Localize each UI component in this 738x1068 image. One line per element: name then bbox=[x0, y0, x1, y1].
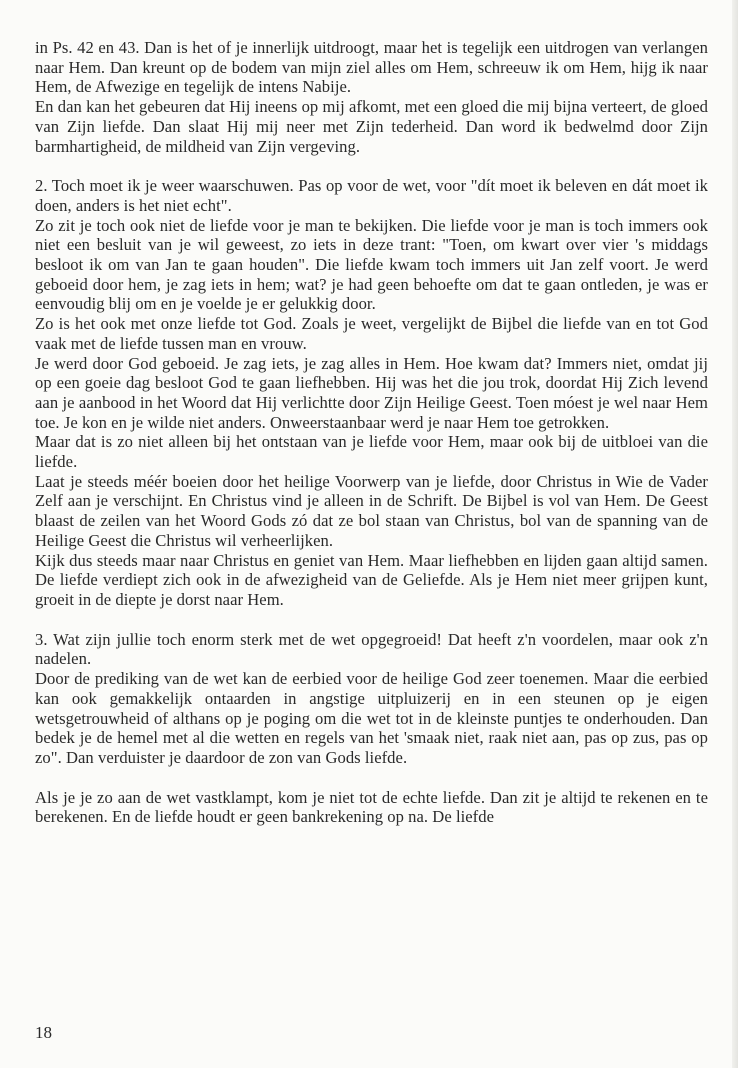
page-number: 18 bbox=[35, 1023, 52, 1042]
body-text bbox=[35, 38, 708, 827]
paragraph-gloed: En dan kan het gebeuren dat Hij ineens op mij afkomt, met een gloed die mij bijna verteert, de gloed van Zijn liefde. Dan slaat Hij mij neer met Zijn tederheid. Dan word ik bedwelmd door Zijn barmhartigheid, de mildheid van Zijn vergeving. bbox=[35, 97, 708, 156]
paragraph-liefde-god: Zo is het ook met onze liefde tot God. Zoals je weet, vergelijkt de Bijbel die liefde van en tot God vaak met de liefde tussen man en vrouw. bbox=[35, 314, 708, 353]
paragraph-section-3: 3. Wat zijn jullie toch enorm sterk met de wet opgegroeid! Dat heeft z'n voordelen, maar ook z'n nadelen. bbox=[35, 629, 708, 669]
paragraph-uitbloei: Maar dat is zo niet alleen bij het ontstaan van je liefde voor Hem, maar ook bij de uitbloei van die liefde. bbox=[35, 432, 708, 472]
paragraph-liefde-man: Zo zit je toch ook niet de liefde voor je man te bekijken. Die liefde voor je man is toch immers ook niet een besluit van je wil geweest, zo iets in deze trant: "Toen, om kwart over vier 's middags besloot ik om van Jan te gaan houden". Die liefde kwam toch immers uit Jan zelf voort. Je werd geboeid door hem, je zag iets in hem; wat? je had geen behoefte om dat te gaan ontleden, je was er eenvoudig blij om en je voelde je er gelukkig door. bbox=[35, 215, 708, 314]
paragraph-boeien: Laat je steeds méér boeien door het heilige Voorwerp van je liefde, door Christus in Wie de Vader Zelf aan je verschijnt. En Christus vind je alleen in de Schrift. De Bijbel is vol van Hem. De Geest blaast de zeilen van het Woord Gods zó dat ze bol staan van Christus, bol van de spanning van de Heilige Geest die Christus wil verheerlijken. bbox=[35, 471, 708, 550]
paragraph-kijk: Kijk dus steeds maar naar Christus en geniet van Hem. Maar liefhebben en lijden gaan altijd samen. De liefde verdiept zich ook in de afwezigheid van de Geliefde. Als je Hem niet meer grijpen kunt, groeit in de diepte je dorst naar Hem. bbox=[35, 550, 708, 609]
paragraph-intro: in Ps. 42 en 43. Dan is het of je innerlijk uitdroogt, maar het is tegelijk een uitdrogen van verlangen naar Hem. Dan kreunt op de bodem van mijn ziel alles om Hem, schreeuw ik om Hem, hijg ik naar Hem, de Afwezige en tegelijk de intens Nabije. bbox=[35, 38, 708, 97]
paragraph-vastklampt: Als je je zo aan de wet vastklampt, kom je niet tot de echte liefde. Dan zit je altijd te rekenen en te berekenen. En de liefde houdt er geen bankrekening op na. De liefde bbox=[35, 787, 708, 827]
page-edge-shadow bbox=[732, 0, 738, 1068]
paragraph-prediking: Door de prediking van de wet kan de eerbied voor de heilige God zeer toenemen. Maar die eerbied kan ook gemakkelijk ontaarden in angstige uitpluizerij en in een steunen op je eigen wetsgetrouwheid of althans op je poging om die wet tot in de kleinste puntjes te onderhouden. Dan bedek je de hemel met al die wetten en regels van het 'smaak niet, raak niet aan, pas op zus, pas op zo". Dan verduister je daardoor de zon van Gods liefde. bbox=[35, 669, 708, 767]
paragraph-section-2: 2. Toch moet ik je weer waarschuwen. Pas op voor de wet, voor "dít moet ik beleven en dát moet ik doen, anders is het niet echt". bbox=[35, 176, 708, 215]
paragraph-geboeid: Je werd door God geboeid. Je zag iets, je zag alles in Hem. Hoe kwam dat? Immers niet, omdat jij op een goeie dag besloot God te gaan liefhebben. Hij was het die jou trok, doordat Hij Zich levend aan je aanbood in het Woord dat Hij verlichtte door Zijn Heilige Geest. Toen móest je wel naar Hem toe. Je kon en je wilde niet anders. Onweerstaanbaar werd je naar Hem toe getrokken. bbox=[35, 353, 708, 432]
